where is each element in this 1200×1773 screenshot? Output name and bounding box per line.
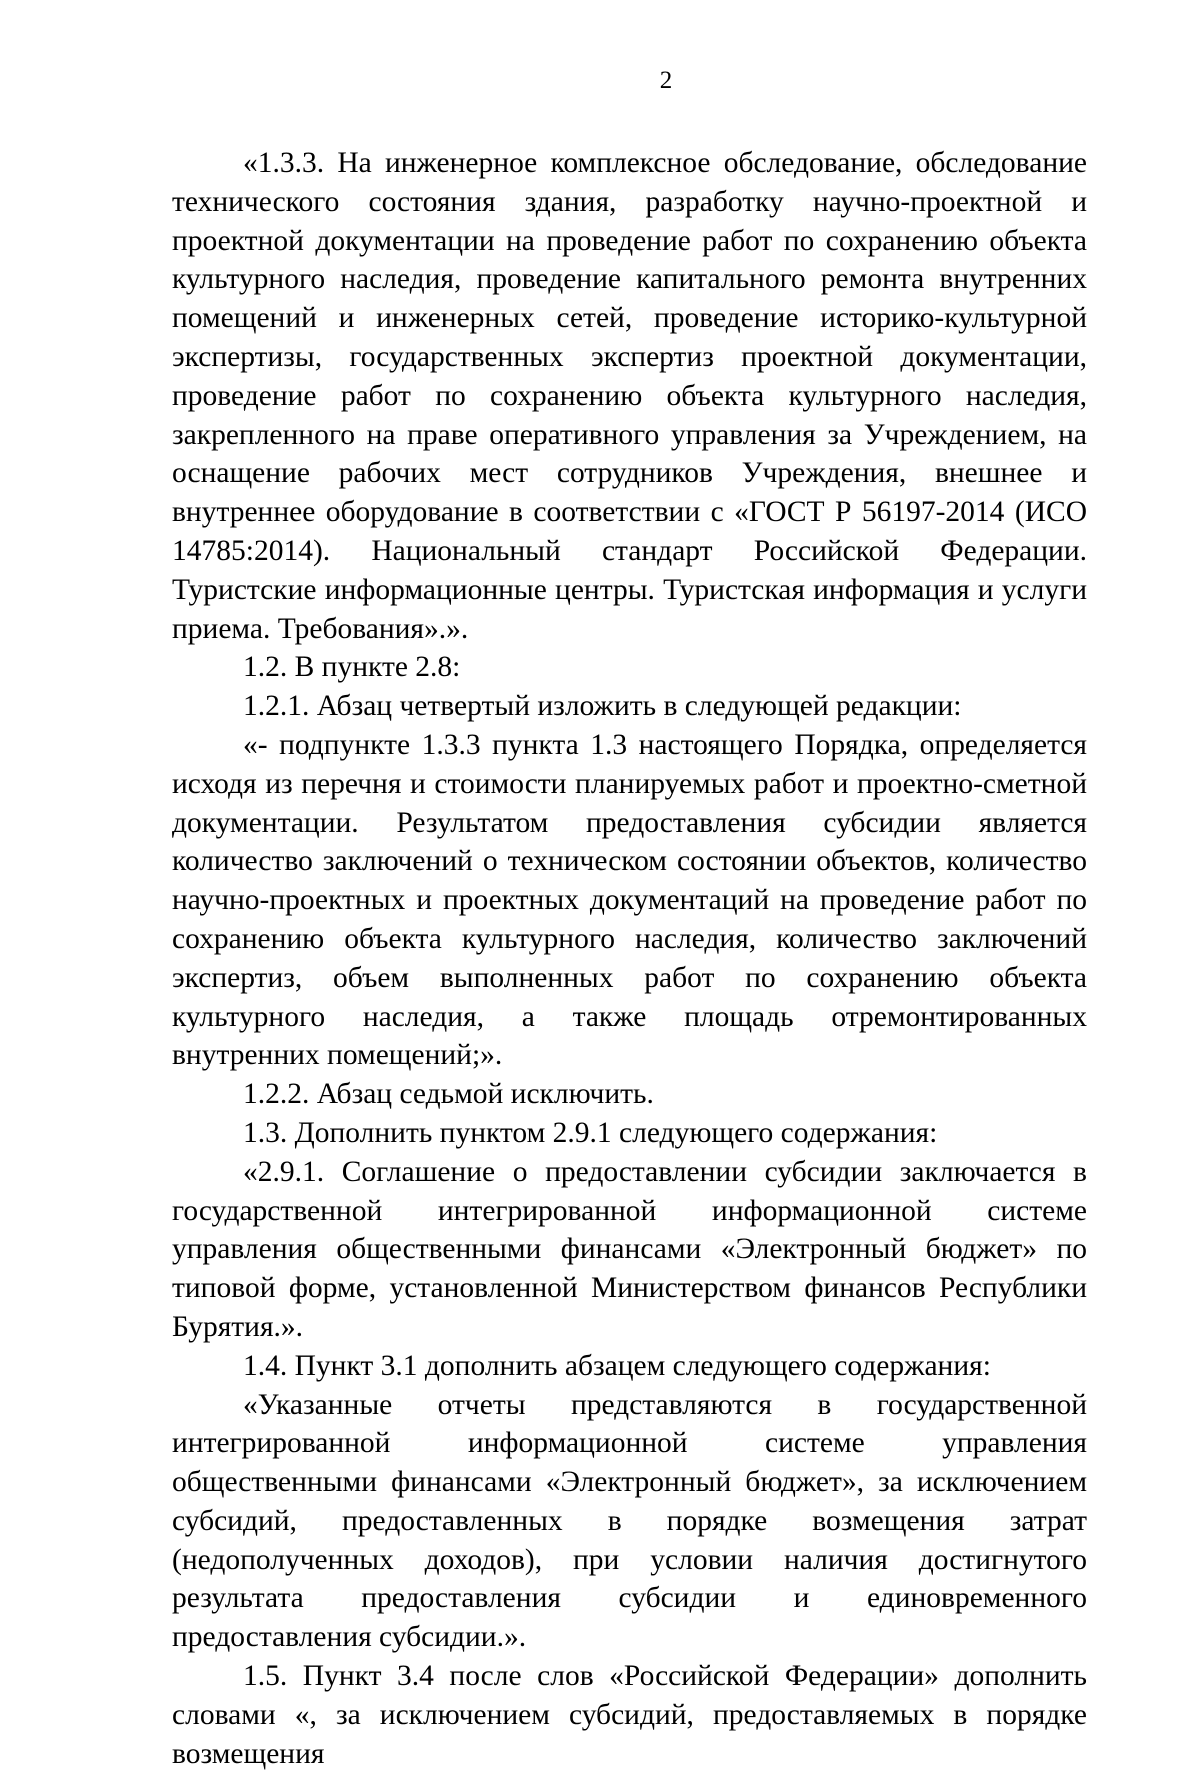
- paragraph-1-2-2: 1.2.2. Абзац седьмой исключить.: [243, 1078, 654, 1111]
- paragraph-1-4: 1.4. Пункт 3.1 дополнить абзацем следующего содержания:: [243, 1349, 991, 1382]
- paragraph-1-2: 1.2. В пункте 2.8:: [243, 651, 461, 684]
- paragraph-1-4-text: «Указанные отчеты представляются в государственной интегрированной информационной системе управления общественными финансами «Электронный бюджет», за исключением субсидий, предоставленных в порядке возмещения затрат (недополученных доходов), при условии наличия достигнутого результата предоставления субсидии и единовременного предоставления субсидии.».: [172, 1388, 1087, 1654]
- document-body: [172, 144, 1087, 1773]
- paragraph-1-5: 1.5. Пункт 3.4 после слов «Российской Федерации» дополнить словами «, за исключением субсидий, предоставляемых в порядке возмещения: [172, 1660, 1087, 1770]
- paragraph-1-2-1: 1.2.1. Абзац четвертый изложить в следующей редакции:: [243, 690, 962, 723]
- paragraph-2-9-1: «2.9.1. Соглашение о предоставлении субсидии заключается в государственной интегрированной информационной системе управления общественными финансами «Электронный бюджет» по типовой форме, установленной Министерством финансов Республики Бурятия.».: [172, 1155, 1087, 1343]
- paragraph-1-3: 1.3. Дополнить пунктом 2.9.1 следующего содержания:: [243, 1116, 938, 1149]
- paragraph-1-3-3: «1.3.3. На инженерное комплексное обследование, обследование технического состояния здания, разработку научно-проектной и проектной документации на проведение работ по сохранению объекта культурного наследия, проведение капитального ремонта внутренних помещений и инженерных сетей, проведение историко-культурной экспертизы, государственных экспертиз проектной документации, проведение работ по сохранению объекта культурного наследия, закрепленного на праве оперативного управления за Учреждением, на оснащение рабочих мест сотрудников Учреждения, внешнее и внутреннее оборудование в соответствии с «ГОСТ Р 56197-2014 (ИСО 14785:2014). Национальный стандарт Российской Федерации. Туристские информационные центры. Туристская информация и услуги приема. Требования».».: [172, 147, 1087, 645]
- page-number: 2: [659, 67, 673, 94]
- paragraph-1-2-1-text: «- подпункте 1.3.3 пункта 1.3 настоящего Порядка, определяется исходя из перечня и стоимости планируемых работ и проектно-сметной документации. Результатом предоставления субсидии является количество заключений о техническом состоянии объектов, количество научно-проектных и проектных документаций на проведение работ по сохранению объекта культурного наследия, количество заключений экспертиз, объем выполненных работ по сохранению объекта культурного наследия, а также площадь отремонтированных внутренних помещений;».: [172, 728, 1087, 1072]
